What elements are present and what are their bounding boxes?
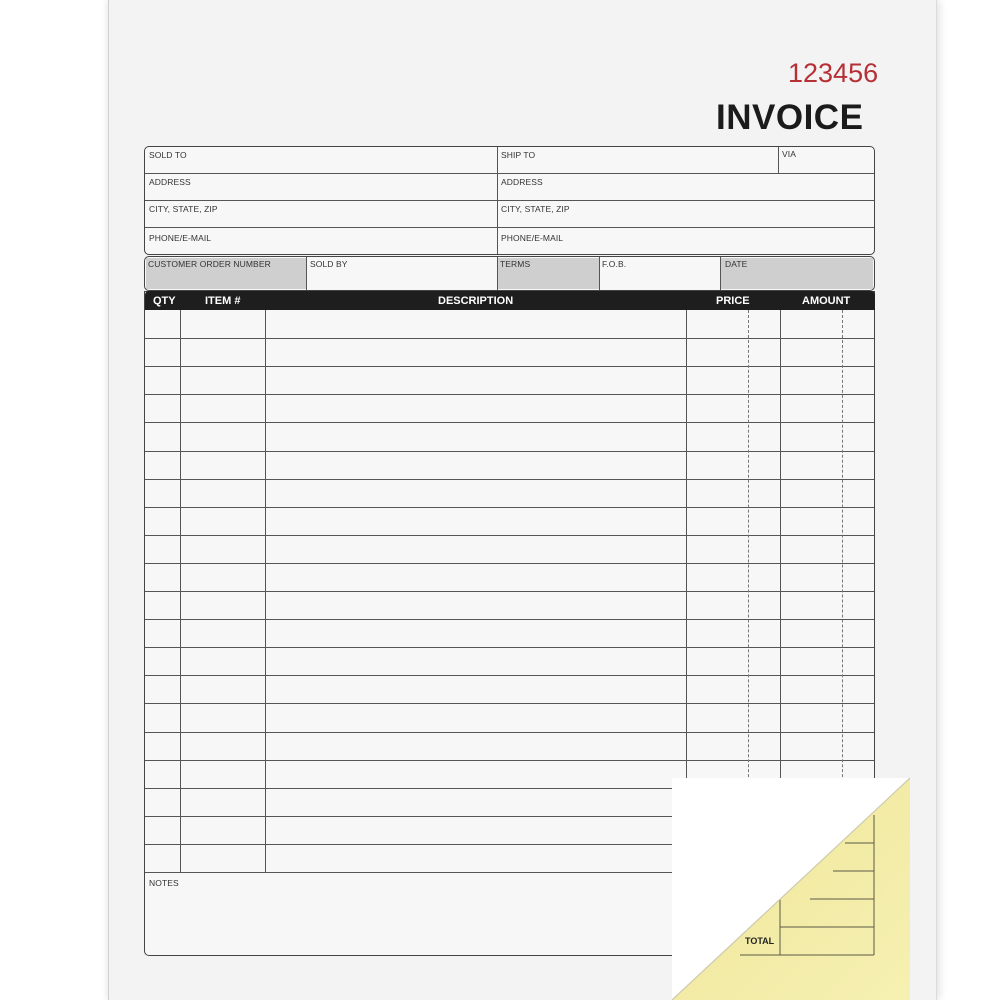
total-label: TOTAL <box>745 936 775 946</box>
invoice-title: INVOICE <box>716 98 864 137</box>
price-header: PRICE <box>716 295 750 307</box>
sold-to-field[interactable]: SOLD TO <box>149 150 187 160</box>
sold-to-phone-field[interactable]: PHONE/E-MAIL <box>149 233 212 243</box>
sold-by-field[interactable]: SOLD BY <box>310 259 348 269</box>
customer-order-number-field[interactable]: CUSTOMER ORDER NUMBER <box>148 259 271 269</box>
ship-to-field[interactable]: SHIP TO <box>501 150 536 160</box>
ship-to-city-field[interactable]: CITY, STATE, ZIP <box>501 204 570 214</box>
item-header: ITEM # <box>205 295 241 307</box>
ship-to-address-field[interactable]: ADDRESS <box>501 177 543 187</box>
sold-to-address-field[interactable]: ADDRESS <box>149 177 191 187</box>
fob-field[interactable]: F.O.B. <box>602 259 627 269</box>
invoice-number: 123456 <box>788 58 879 88</box>
terms-field[interactable]: TERMS <box>500 259 531 269</box>
description-header: DESCRIPTION <box>438 295 514 307</box>
qty-header: QTY <box>153 295 176 307</box>
ship-to-phone-field[interactable]: PHONE/E-MAIL <box>501 233 564 243</box>
sold-to-city-field[interactable]: CITY, STATE, ZIP <box>149 204 218 214</box>
notes-label: NOTES <box>149 878 179 888</box>
amount-header: AMOUNT <box>802 295 851 307</box>
date-field[interactable]: DATE <box>725 259 748 269</box>
via-field[interactable]: VIA <box>782 149 797 159</box>
